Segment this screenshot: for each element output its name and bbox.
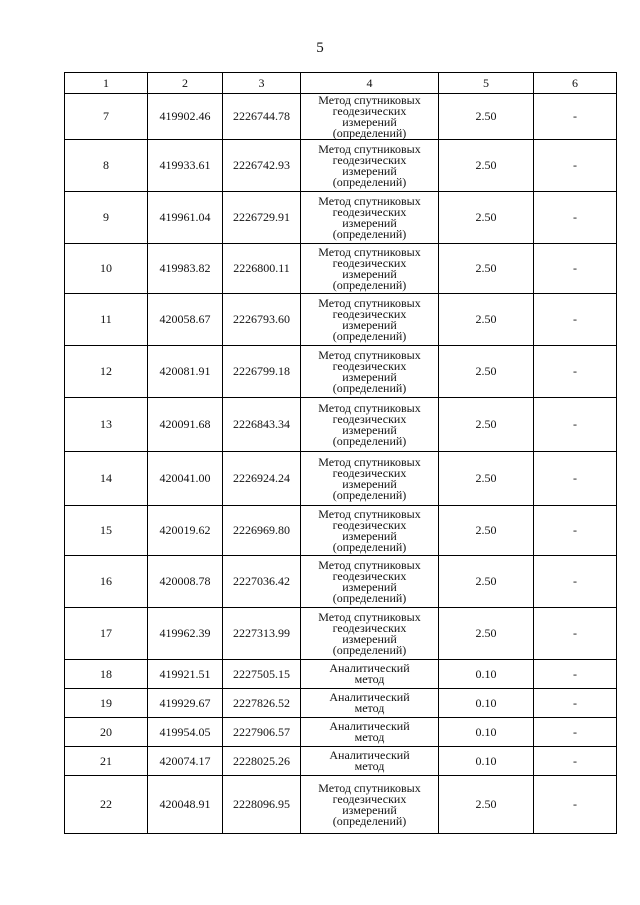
y-coordinate-cell: 2227036.42 [223,556,301,608]
method-cell: Аналитический метод [301,747,439,776]
note-cell: - [534,718,617,747]
accuracy-cell: 2.50 [439,452,534,506]
point-number-cell: 12 [65,346,148,398]
x-coordinate-cell: 420058.67 [148,294,223,346]
method-cell: Метод спутниковых геодезических измерений (определений) [301,506,439,556]
y-coordinate-cell: 2226793.60 [223,294,301,346]
point-number-cell: 20 [65,718,148,747]
x-coordinate-cell: 419961.04 [148,192,223,244]
point-number-cell: 9 [65,192,148,244]
column-header-3: 3 [223,73,301,94]
note-cell: - [534,452,617,506]
method-cell: Метод спутниковых геодезических измерений (определений) [301,192,439,244]
y-coordinate-cell: 2226729.91 [223,192,301,244]
y-coordinate-cell: 2226744.78 [223,94,301,140]
x-coordinate-cell: 420019.62 [148,506,223,556]
point-number-cell: 8 [65,140,148,192]
y-coordinate-cell: 2226843.34 [223,398,301,452]
table-row [65,346,617,398]
note-cell: - [534,192,617,244]
table-row [65,689,617,718]
method-cell: Метод спутниковых геодезических измерений (определений) [301,776,439,834]
x-coordinate-cell: 420074.17 [148,747,223,776]
accuracy-cell: 2.50 [439,192,534,244]
point-number-cell: 17 [65,608,148,660]
point-number-cell: 14 [65,452,148,506]
y-coordinate-cell: 2226924.24 [223,452,301,506]
method-cell: Метод спутниковых геодезических измерений (определений) [301,608,439,660]
accuracy-cell: 0.10 [439,747,534,776]
table-row [65,140,617,192]
method-cell: Аналитический метод [301,718,439,747]
column-header-1: 1 [65,73,148,94]
point-number-cell: 7 [65,94,148,140]
table-row [65,452,617,506]
note-cell: - [534,689,617,718]
method-cell: Метод спутниковых геодезических измерений (определений) [301,140,439,192]
accuracy-cell: 0.10 [439,660,534,689]
x-coordinate-cell: 419921.51 [148,660,223,689]
accuracy-cell: 2.50 [439,556,534,608]
note-cell: - [534,94,617,140]
note-cell: - [534,608,617,660]
table-row [65,718,617,747]
table-row [65,556,617,608]
coordinates-table [64,72,617,834]
x-coordinate-cell: 419983.82 [148,244,223,294]
x-coordinate-cell: 419962.39 [148,608,223,660]
method-cell: Метод спутниковых геодезических измерений (определений) [301,346,439,398]
note-cell: - [534,140,617,192]
note-cell: - [534,346,617,398]
point-number-cell: 18 [65,660,148,689]
point-number-cell: 10 [65,244,148,294]
accuracy-cell: 2.50 [439,294,534,346]
table-row [65,660,617,689]
note-cell: - [534,556,617,608]
point-number-cell: 13 [65,398,148,452]
accuracy-cell: 0.10 [439,718,534,747]
method-cell: Метод спутниковых геодезических измерений (определений) [301,556,439,608]
y-coordinate-cell: 2227505.15 [223,660,301,689]
table-row [65,506,617,556]
x-coordinate-cell: 420008.78 [148,556,223,608]
accuracy-cell: 2.50 [439,94,534,140]
accuracy-cell: 2.50 [439,398,534,452]
column-header-5: 5 [439,73,534,94]
y-coordinate-cell: 2226969.80 [223,506,301,556]
method-cell: Метод спутниковых геодезических измерений (определений) [301,452,439,506]
accuracy-cell: 2.50 [439,140,534,192]
x-coordinate-cell: 420091.68 [148,398,223,452]
accuracy-cell: 2.50 [439,608,534,660]
x-coordinate-cell: 420081.91 [148,346,223,398]
x-coordinate-cell: 419954.05 [148,718,223,747]
y-coordinate-cell: 2226800.11 [223,244,301,294]
table-row [65,294,617,346]
table-header-row [65,73,617,94]
method-cell: Метод спутниковых геодезических измерений (определений) [301,244,439,294]
point-number-cell: 21 [65,747,148,776]
accuracy-cell: 0.10 [439,689,534,718]
column-header-4: 4 [301,73,439,94]
y-coordinate-cell: 2228025.26 [223,747,301,776]
method-cell: Метод спутниковых геодезических измерений (определений) [301,398,439,452]
table-row [65,398,617,452]
x-coordinate-cell: 420048.91 [148,776,223,834]
y-coordinate-cell: 2228096.95 [223,776,301,834]
note-cell: - [534,747,617,776]
y-coordinate-cell: 2227826.52 [223,689,301,718]
y-coordinate-cell: 2226799.18 [223,346,301,398]
point-number-cell: 15 [65,506,148,556]
accuracy-cell: 2.50 [439,244,534,294]
table-row [65,608,617,660]
y-coordinate-cell: 2227313.99 [223,608,301,660]
table-row [65,94,617,140]
accuracy-cell: 2.50 [439,776,534,834]
method-cell: Метод спутниковых геодезических измерений (определений) [301,94,439,140]
table-row [65,192,617,244]
x-coordinate-cell: 420041.00 [148,452,223,506]
y-coordinate-cell: 2226742.93 [223,140,301,192]
point-number-cell: 19 [65,689,148,718]
y-coordinate-cell: 2227906.57 [223,718,301,747]
point-number-cell: 11 [65,294,148,346]
note-cell: - [534,294,617,346]
accuracy-cell: 2.50 [439,346,534,398]
note-cell: - [534,776,617,834]
accuracy-cell: 2.50 [439,506,534,556]
note-cell: - [534,244,617,294]
method-cell: Метод спутниковых геодезических измерений (определений) [301,294,439,346]
point-number-cell: 16 [65,556,148,608]
note-cell: - [534,660,617,689]
note-cell: - [534,398,617,452]
column-header-6: 6 [534,73,617,94]
column-header-2: 2 [148,73,223,94]
x-coordinate-cell: 419933.61 [148,140,223,192]
method-cell: Аналитический метод [301,689,439,718]
table-row [65,747,617,776]
point-number-cell: 22 [65,776,148,834]
table-row [65,776,617,834]
method-cell: Аналитический метод [301,660,439,689]
note-cell: - [534,506,617,556]
x-coordinate-cell: 419902.46 [148,94,223,140]
table-row [65,244,617,294]
x-coordinate-cell: 419929.67 [148,689,223,718]
page-number: 5 [316,40,324,56]
